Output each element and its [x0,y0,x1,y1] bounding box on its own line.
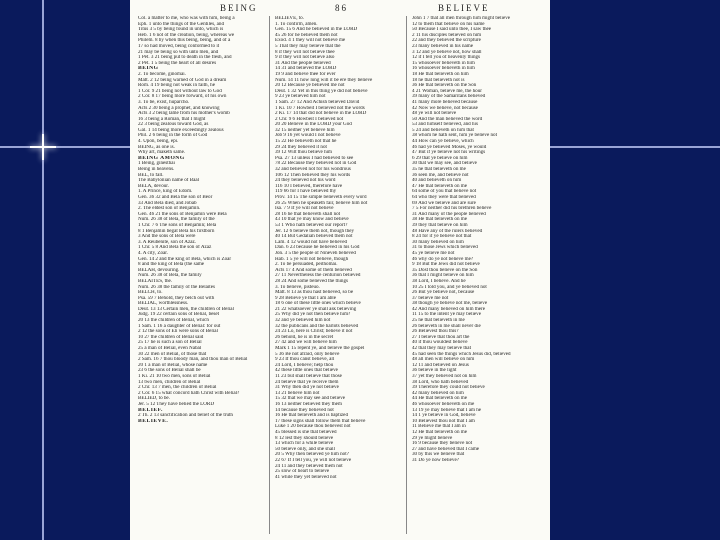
text-line: 8 12 lest they should believe [275,435,334,441]
text-line: 25 he that believeth in me [412,318,465,324]
text-line: 2 Th. 2 13 sanctification and belief of the truth [138,413,233,419]
text-line: Phil. 2 6 being in the form of God [138,133,208,139]
text-line: 3. To be, exist, huparchō. [138,99,190,105]
text-line: 31 to those Jews which believed [412,245,478,251]
text-line: 20 1 a man of Belial, whose name [138,362,208,368]
text-line: 13 which for a while believe [275,441,334,447]
text-line: 2 Cor. 8 17 being more forward, of his own [138,94,227,100]
text-column-1 [138,16,264,534]
text-line: 31 Why then did ye not believe [275,385,339,391]
text-line: Gen. 36 32 and Bela the son of Beor [138,195,213,200]
text-line: 26 Believest thou this? [412,329,459,335]
text-line: 20 20 Believe in the LORD your God [275,122,352,128]
text-line: 28 16 he that believeth shall not [275,211,341,217]
text-line: 116 10 I believed, therefore have [275,183,343,189]
text-line: 2. To become, ginomai. [138,71,186,77]
text-line: Titus 3 5 by being found in unto, which is [138,27,224,33]
text-line: 38 though ye believe not me, believe [412,301,488,307]
text-line: 38 whom he hath sent, him ye believe not [412,133,498,139]
text-line: 4. A city, Zoar. [138,250,168,256]
text-line: 50 believe only, and she shall [275,446,335,452]
text-line: 3. A Reubenite, son of Azaz. [138,239,197,245]
text-line: Matt. 2 12 being warned of God in a dream [138,77,227,83]
text-line: 7 5 For neither did his brethren believe [412,206,492,212]
text-line: Heb. 1 6 not of the creation, being, whereas we [138,32,235,38]
text-line: Lam. 4 12 would not have believed [275,239,348,245]
text-line: The Babylonian name of Baal [138,178,200,184]
text-line: 40 if thou wouldest believe [412,340,468,346]
text-line: 27 42 and we will believe him [275,340,337,346]
text-line: 36 seen me, and believe not [412,172,469,178]
text-line: Num. 14 11 how long will it be ere they believe [275,77,373,83]
text-line: 35 Dost thou believe on the Son [412,267,478,273]
text-line: 41 while they yet believed not [275,474,337,480]
text-line: 30 many believed on him [412,239,464,245]
text-line: Acts 3 2 being lame from his mother's womb [138,111,230,117]
text-line: 1 Pet. 3 21 being put to death in the flesh, and [138,55,232,61]
right-header: BELIEVE [438,3,490,13]
text-line: 32 the publicans and the harlots believed [275,323,359,329]
text-line: 119 66 for I have believed thy [275,189,337,195]
text-line: 9 if they will not believe also [275,55,335,61]
text-line: 2 Cor. 6 15 what concord hath Christ with Belial? [138,390,240,396]
text-line: Exod. 4 1 they will not believe me [275,38,346,44]
text-line: 18 he that believeth not is [412,77,465,83]
text-line: Jer. 12 6 believe them not, though they [275,228,355,234]
text-line: 10 25 I told you, and ye believed not [412,284,487,290]
text-line: 42 that they may believe that [412,346,471,352]
text-line: 44 He that believeth on me [412,396,468,402]
text-line: 10 Believest thou not that I am [412,418,475,424]
text-line: 24 they believed not his word [275,178,336,184]
text-line: 8 1 Benjamin begat Bela his firstborn [138,228,215,234]
text-line: 29 ye might believe [412,435,453,441]
text-line: 29 24 they believed it not [275,144,327,150]
text-line: 1 Chr. 7 6 The sons of Benjamin; Bela [138,222,217,228]
text-line: Philem. 8 by when this being, being, and of a [138,38,231,44]
text-line: 1 Ki. 21 10 two men, sons of Belial [138,374,211,379]
text-line: 16 9 because they believe not [412,441,473,447]
text-line: 21 22 whatsoever ye shall ask believing [275,306,357,312]
text-line: Gen. 46 21 the sons of Benjamin were Bela [138,211,227,217]
text-line: 16 3 being a Roman, that I might [138,116,206,122]
text-line: 50 And the man believed the word [412,116,483,122]
text-line: 2 Sam. 16 7 thou bloody man, and thou man of Belial [138,357,248,363]
text-line: 28 24 And some believed the things [275,278,349,284]
text-line: 2 12 the sons of Eli were sons of Belial [138,329,218,335]
text-line: 46 whosoever believeth on me [412,401,475,407]
text-line: 8 if they will not believe thee [275,49,335,55]
text-line: 13 two men, children of Belial [138,379,201,385]
text-line: 9 18 But the Jews did not believe [412,262,480,268]
text-line: 4. Upon, being, epi. [138,139,179,145]
concordance-page [130,0,550,540]
text-line: 15 32 that we may see and believe [275,396,346,402]
text-line: 5 That they may believe that the [275,43,341,49]
text-line: 47 He that believeth on me [412,183,468,189]
text-line: Gen. 15 6 And he believed in the LORD [275,27,358,33]
text-line: Gen. 14 2 and the king of Bela, which is Zoar [138,256,232,262]
text-line: 48 Have any of the rulers believed [412,228,483,234]
text-line: 3 12 and ye believe not, how shall [412,49,482,55]
text-line: 35 he that believeth on me [412,167,466,173]
text-line: 1 Sam. 27 12 And Achish believed David [275,99,360,105]
text-line: Psa. 27 13 unless I had believed to see [275,155,354,161]
text-line: 20 5 Why then believed ye him not? [275,452,349,458]
text-line: Eph. 1 unto the things of the Gentiles, and [138,21,225,27]
text-line: 38 Lord, who hath believed [412,379,469,385]
text-line: 39 many of the Samaritans believed [412,94,486,100]
text-line: 13 21 believe him not [275,390,320,396]
text-line: 48 all men will believe on him [412,357,475,363]
text-line: Jer. 5 12 They have belied the LORD [138,401,215,407]
text-line: Deut. 1 32 Yet in this thing ye did not believe [275,88,368,94]
text-line: 26 But ye believe not, because [412,290,475,296]
text-line: 9 28 Believe ye that I am able [275,295,336,301]
text-line: 11 15 to the intent ye may believe [412,312,481,318]
text-line: Why art, maketh same. [138,150,186,156]
text-line: Judg. 19 22 certain sons of Belial, beset [138,312,220,318]
text-line: Matt. 8 13 as thou hast believed, so be [275,290,354,296]
text-line: 1 Chr. 5 8 And Bela the son of Azaz [138,245,212,251]
text-line: BEING AMONG [138,155,185,161]
text-line: 32 and believed not for his wondrous [275,167,351,173]
text-line: 37 yet they believed not on him [412,374,477,379]
text-line: 48 ye will not believe [412,111,457,117]
page-number: 86 [335,3,348,13]
text-line: 39 Therefore they could not believe [412,385,485,391]
left-header: BEING [220,3,258,13]
text-line: 1. To confirm, amen. [275,21,318,27]
text-line: BEING [138,66,159,72]
text-line: Num. 26 38 the family of the Belaites [138,284,215,290]
text-line: 46 why do ye not believe me? [412,256,474,262]
text-line: 2. To be persuaded, peithomai. [275,262,338,268]
text-line: Col. a matter to me, who was with him, being a [138,16,235,21]
text-line: 12 if I tell you of heavenly things [412,55,481,61]
text-line: 19 9 and believe thee for ever [275,71,336,77]
text-line: 2 11 his disciples believed on him [412,32,482,38]
text-line: 38 Lord, I believe. And he [412,278,466,284]
text-line: 45 ye believe me not [412,250,455,256]
text-line: 43 10 that ye may know and believe [275,217,349,223]
text-line: 69 And we believe and are sure [412,200,476,206]
text-line: 2 Ki. 17 14 that did not believe in the LORD [275,111,367,117]
text-line: 5 24 and believeth on him that [412,127,474,133]
text-line: 22 3 being zealous toward God, as [138,122,209,128]
text-line: 31 And the people believed [275,60,331,66]
text-line: 8 24 for if ye believe not that [412,234,472,240]
text-line: 5 36 Be not afraid, only believe [275,351,340,357]
text-line: 64 some of you that believe not [412,189,477,195]
text-line: 36 He that believeth on the Son [412,83,477,89]
text-line: 8 and the king of Bela (the same [138,262,205,268]
text-line: John 1 7 that all men through him might believe [412,16,511,21]
text-line: 2 Pet. 1 5 being the heart of all desires [138,60,217,66]
text-line: 53 1 Who hath believed our report? [275,222,348,228]
text-line: Num. 26 38 of Bela, the family [138,273,202,279]
text-line: BELIEF. [138,407,163,413]
text-line: 27 11 Nevertheless the centurion believed [275,273,361,279]
text-line: 31 Do ye now believe? [412,457,459,463]
text-line: 6 29 that ye believe on him [412,155,468,161]
text-line: Jon. 3 5 the people of Nineveh believed [275,250,356,256]
text-line: 36 believe in the light [412,368,457,374]
text-line: 1 Cor. 9 21 being not without law to God [138,88,222,94]
text-line: Gal. 1 14 being more exceedingly zealous [138,127,224,133]
text-line: BELCH, to. [138,290,163,296]
text-line: Deut. 13 13 Certain men, the children of Belial [138,306,234,312]
text-line: 26 believeth in me shall never die [412,323,481,329]
text-line: 24 11 and they believed them not [275,463,343,469]
text-line: 36 that I might believe on him [412,273,474,279]
text-line: 11 Believe me that I am in [412,424,466,430]
text-line: 14 31 and believed the LORD [275,66,337,72]
text-line: 16 whosoever believeth in him [412,66,475,72]
page-header [130,3,550,15]
text-line: 20 13 the children of Belial, which [138,318,209,324]
text-line: BELIEVE, to. [275,16,305,21]
text-line: 45 blessed is she that believed [275,429,337,435]
text-line: 14 because they believed not [275,407,334,413]
text-line: BELAITES, the. [138,278,173,284]
text-line: 1. A Prince, king of Edom. [138,189,193,195]
text-line: 17 these signs shall follow them that believe [275,418,366,424]
text-line: 78 22 Because they believed not in God [275,161,357,167]
text-line: BEING, as one is. [138,144,175,150]
text-line: 13 19 ye may believe that I am he [412,407,482,413]
text-line: Being in heavens. [138,167,175,173]
text-line: 12 to them that believe on his name [412,21,485,27]
text-line: Isa. 7 9 If ye will not believe [275,206,334,212]
text-line: Acts 2 30 being a prophet, and knowing [138,105,220,111]
text-line: 33 And Bela died, and Jobab [138,200,197,206]
text-line: 1 Ki. 10 7 Howbeit I believed not the words [275,105,365,111]
text-line: 12 11 and believed on Jesus [412,362,469,368]
text-line: 42 And many believed on him there [412,306,485,312]
text-line: Num. 26 38 of Bela, the family of the [138,217,215,223]
column-divider [269,16,270,534]
text-line: Mark 1 15 repent ye, and believe the gospel [275,346,365,352]
text-line: BELA, devour. [138,183,169,189]
text-line: Job 9 16 yet would I not believe [275,133,341,139]
text-line: 21 may be being so with unto men, and [138,49,219,55]
text-line: 32 and ye believed him not [275,318,331,324]
text-line: Rom. 4 19 being not weak in faith, he [138,83,215,89]
text-line: 30 by this we believe that [412,452,465,458]
text-line: 53 and himself believed, and his [412,122,478,128]
text-line: 26 behold, he is in the secret [275,334,334,340]
text-line: 32 15 neither yet believe him [275,127,335,133]
text-line: 22 67 If I tell you, ye will not believe [275,457,352,463]
column-divider [406,16,407,534]
text-line: 40 and believeth on him [412,178,462,184]
text-line: 40 14 But Gedaliah believed them not [275,234,353,240]
text-line: 37 believe me not [412,295,449,301]
text-line: 27 I believe that thou art the [412,334,470,340]
text-line: 41 many more believed because [412,99,478,105]
text-line: 42 these little ones that believe [275,368,338,374]
text-line: 24 23 Lo, here is Christ; believe it not [275,329,353,335]
text-column-2 [275,16,401,534]
text-line: 106 12 Then believed they his words [275,172,351,178]
text-line: 39 12 Wilt thou believe him [275,150,332,156]
text-column-3 [412,16,538,534]
text-line: BELIED, to be. [138,396,170,402]
text-line: 20 12 Because ye believed me not [275,83,345,89]
text-line: 25 Why did ye not then believe him? [275,312,351,318]
text-line: 26 25 When he speaketh fair, believe him not [275,200,368,206]
text-line: BELIEVE. [138,418,169,424]
text-line: 45 26 for he believed them not [275,32,338,38]
text-line: Acts 17 4 And some of them believed [275,267,352,273]
text-line: 23 many believed in his name [412,43,473,49]
text-line: 18 6 one of these little ones which believe [275,301,361,307]
text-line: 27 and have believed that I came [412,446,480,452]
text-line: 25 slow of heart to believe [275,469,330,475]
text-line: 2. The eldest son of Benjamin. [138,206,201,212]
text-line: 46 had ye believed Moses, ye would [412,144,487,150]
text-line: 44 How can ye believe, which [412,139,474,145]
text-line: Dan. 6 23 because he believed in his God [275,245,360,251]
text-line: 15 22 He believeth not that he [275,139,337,145]
text-line: Prov. 14 15 The simple believeth every word [275,195,367,200]
text-line: 30 22 men of Belial, of those that [138,351,207,357]
text-line: Psa. 59 7 Behold, they belch out with [138,295,215,301]
text-line: 42 many believed on him [412,390,464,396]
text-line: BELAH, devouring. [138,267,180,273]
text-line: 15 whosoever believeth in him [412,60,475,66]
text-line: 10 27 the children of Belial said [138,334,204,340]
text-line: 18 He that believeth on him [412,71,469,77]
text-line: 25 17 he is such a son of Belial [138,340,202,346]
text-line: 45 had seen the things which Jesus did, believed [412,351,511,357]
text-line: 16 He that believeth and is baptized [275,413,348,419]
text-line: 4 21 Woman, believe me, the hour [412,88,482,94]
text-line: 2 Chr. 9 6 Howbeit I believed not [275,116,344,122]
text-line: 50 Because I said unto thee, I saw thee [412,27,492,33]
text-line: 12 He that believeth on me [412,429,468,435]
text-line: BEL, to fall. [138,172,164,178]
text-line: 39 they that believe on him [412,222,468,228]
text-line: 1 Being, ginesthai [138,161,175,167]
text-line: 25 a man of Belial, even Nabal [138,346,202,352]
text-line: 9 23 If thou canst believe, all [275,357,335,363]
text-line: 3 And the sons of Bela were [138,234,196,240]
text-line: Luke 1 20 because thou believest not [275,424,351,430]
sparkle-icon [30,134,56,160]
text-line: 11 23 but shall believe that those [275,374,342,379]
text-line: 24 believe that ye receive them [275,379,339,385]
text-line: 17 so had moved, being conformed to it [138,43,220,49]
text-line: 16 13 neither believed they them [275,401,342,407]
text-line: 64 who they were that believed [412,195,476,200]
text-line: BELIAL, worthlessness. [138,301,189,307]
text-line: 38 He that believeth on me [412,217,468,223]
text-line: 22 and they believed the scripture [412,38,481,44]
vertical-accent-line [42,0,44,540]
text-line: 24 Lord, I believe; help thou [275,362,334,368]
text-line: 9 23 ye believed him not [275,94,326,100]
text-line: 47 But if ye believe not his writings [412,150,486,156]
text-line: 14 1 ye believe in God, believe [412,413,476,419]
text-line: 2 Chr. 13 7 men, the children of Belial [138,385,217,391]
text-line: 31 And many of the people believed [412,211,486,217]
text-line: 1 Sam. 1 16 a daughter of Belial: for out [138,323,221,329]
text-line: 30 that we may see, and believe [412,161,477,167]
text-line: 3. To believe, pisteuō. [275,284,320,290]
text-line: 42 Now we believe, not because [412,105,478,111]
text-line: 23 6 the sons of Belial shall be [138,368,201,374]
text-line: Hab. 1 5 ye will not believe, though [275,256,349,262]
